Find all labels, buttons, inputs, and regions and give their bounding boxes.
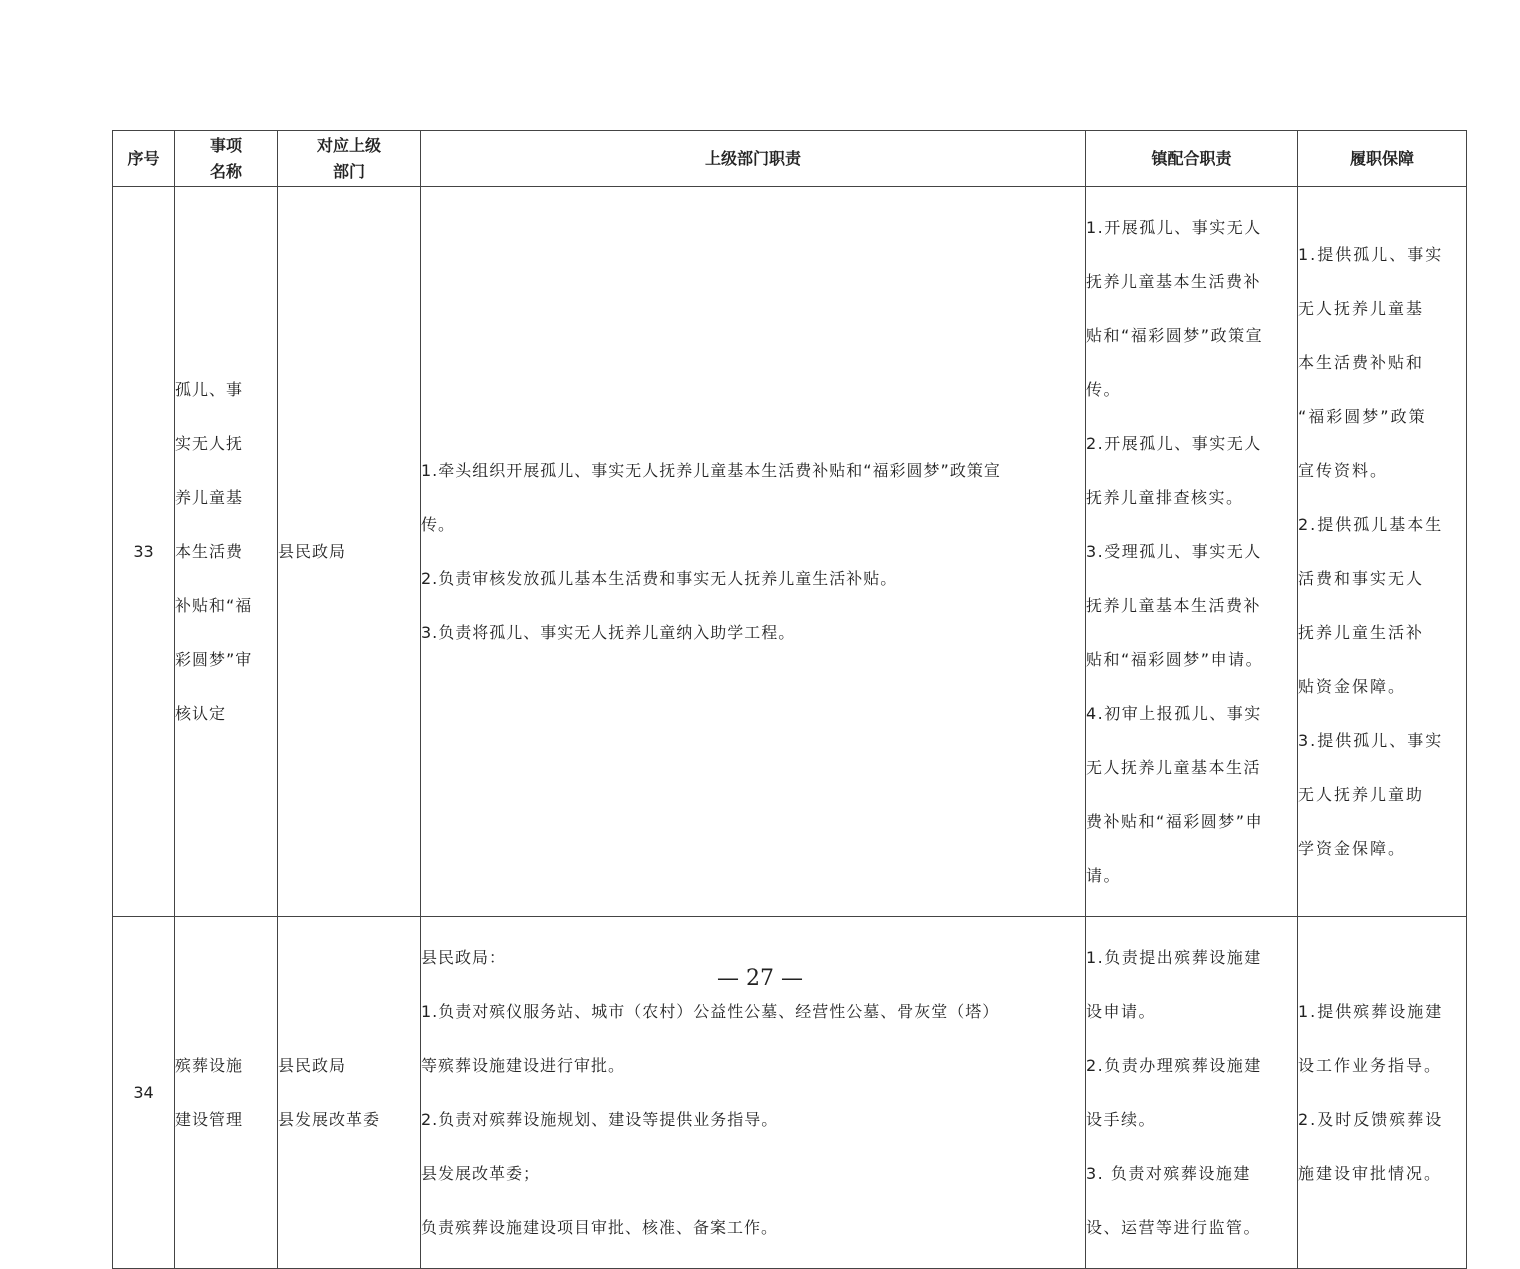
superior-dept-cell bbox=[278, 187, 421, 917]
guarantee-line: 宣传资料。 bbox=[1298, 461, 1389, 480]
item-name-line: 彩圆梦”审 bbox=[175, 650, 253, 669]
duty-line: 县发展改革委； bbox=[421, 1164, 541, 1183]
guarantee-cell bbox=[1298, 187, 1467, 917]
row-number: 33 bbox=[113, 187, 175, 917]
town-line: 费补贴和“福彩圆梦”申 bbox=[1086, 812, 1264, 831]
guarantee-line: 3.提供孤儿、事实 bbox=[1298, 731, 1444, 750]
dept-line: 县民政局 bbox=[278, 542, 347, 561]
town-line: 抚养儿童基本生活费补 bbox=[1086, 596, 1262, 615]
duty-line: 县民政局： bbox=[421, 948, 507, 967]
duty-line: 传。 bbox=[421, 515, 456, 534]
town-line: 3. 负责对殡葬设施建 bbox=[1086, 1164, 1251, 1183]
duty-line: 2.负责对殡葬设施规划、建设等提供业务指导。 bbox=[421, 1110, 779, 1129]
town-line: 无人抚养儿童基本生活 bbox=[1086, 758, 1262, 777]
guarantee-line: 1.提供殡葬设施建 bbox=[1298, 1002, 1444, 1021]
superior-duties-cell bbox=[421, 187, 1086, 917]
town-line: 贴和“福彩圆梦”申请。 bbox=[1086, 650, 1264, 669]
town-line: 1.负责提出殡葬设施建 bbox=[1086, 948, 1262, 967]
guarantee-line: 无人抚养儿童基 bbox=[1298, 299, 1425, 318]
header-guarantee: 履职保障 bbox=[1298, 131, 1467, 187]
guarantee-line: 无人抚养儿童助 bbox=[1298, 785, 1425, 804]
guarantee-line: 抚养儿童生活补 bbox=[1298, 623, 1425, 642]
row-number: 34 bbox=[113, 917, 175, 1269]
town-line: 抚养儿童排查核实。 bbox=[1086, 488, 1244, 507]
guarantee-line: 活费和事实无人 bbox=[1298, 569, 1425, 588]
table-row bbox=[113, 187, 1467, 917]
duty-line: 1.负责对殡仪服务站、城市（农村）公益性公墓、经营性公墓、骨灰堂（塔） bbox=[421, 1002, 1000, 1021]
item-name-line: 养儿童基 bbox=[175, 488, 244, 507]
item-name-cell bbox=[175, 187, 278, 917]
town-line: 2.负责办理殡葬设施建 bbox=[1086, 1056, 1262, 1075]
guarantee-line: 2.及时反馈殡葬设 bbox=[1298, 1110, 1444, 1129]
item-name-line: 殡葬设施 bbox=[175, 1056, 244, 1075]
guarantee-line: 本生活费补贴和 bbox=[1298, 353, 1425, 372]
guarantee-line: 学资金保障。 bbox=[1298, 839, 1407, 858]
town-line: 2.开展孤儿、事实无人 bbox=[1086, 434, 1262, 453]
item-name-line: 孤儿、事 bbox=[175, 380, 244, 399]
town-line: 设、运营等进行监管。 bbox=[1086, 1218, 1262, 1237]
town-line: 4.初审上报孤儿、事实 bbox=[1086, 704, 1262, 723]
guarantee-line: “福彩圆梦”政策 bbox=[1298, 407, 1427, 426]
guarantee-line: 贴资金保障。 bbox=[1298, 677, 1407, 696]
responsibility-table bbox=[112, 130, 1467, 1269]
duty-line: 等殡葬设施建设进行审批。 bbox=[421, 1056, 626, 1075]
page-number: — 27 — bbox=[717, 966, 803, 991]
item-name-line: 核认定 bbox=[175, 704, 227, 723]
guarantee-line: 2.提供孤儿基本生 bbox=[1298, 515, 1444, 534]
dept-line: 县发展改革委 bbox=[278, 1110, 381, 1129]
town-line: 设申请。 bbox=[1086, 1002, 1157, 1021]
town-line: 请。 bbox=[1086, 866, 1122, 885]
guarantee-line: 设工作业务指导。 bbox=[1298, 1056, 1443, 1075]
duty-line: 负责殡葬设施建设项目审批、核准、备案工作。 bbox=[421, 1218, 779, 1237]
header-item-name: 事项 名称 bbox=[175, 131, 278, 187]
item-name-line: 本生活费 bbox=[175, 542, 244, 561]
header-superior-dept: 对应上级 部门 bbox=[278, 131, 421, 187]
header-no: 序号 bbox=[113, 131, 175, 187]
town-line: 设手续。 bbox=[1086, 1110, 1157, 1129]
header-superior-duties: 上级部门职责 bbox=[421, 131, 1086, 187]
guarantee-line: 施建设审批情况。 bbox=[1298, 1164, 1443, 1183]
header-town-duties: 镇配合职责 bbox=[1086, 131, 1298, 187]
town-line: 1.开展孤儿、事实无人 bbox=[1086, 218, 1262, 237]
dept-line: 县民政局 bbox=[278, 1056, 347, 1075]
item-name-line: 建设管理 bbox=[175, 1110, 244, 1129]
town-duties-cell bbox=[1086, 187, 1298, 917]
item-name-line: 实无人抚 bbox=[175, 434, 244, 453]
town-line: 传。 bbox=[1086, 380, 1122, 399]
guarantee-line: 1.提供孤儿、事实 bbox=[1298, 245, 1444, 264]
table-header-row bbox=[113, 131, 1467, 187]
item-name-line: 补贴和“福 bbox=[175, 596, 253, 615]
town-line: 贴和“福彩圆梦”政策宣 bbox=[1086, 326, 1264, 345]
duty-line: 2.负责审核发放孤儿基本生活费和事实无人抚养儿童生活补贴。 bbox=[421, 569, 898, 588]
town-line: 抚养儿童基本生活费补 bbox=[1086, 272, 1262, 291]
town-line: 3.受理孤儿、事实无人 bbox=[1086, 542, 1262, 561]
duty-line: 1.牵头组织开展孤儿、事实无人抚养儿童基本生活费补贴和“福彩圆梦”政策宣 bbox=[421, 461, 1001, 480]
duty-line: 3.负责将孤儿、事实无人抚养儿童纳入助学工程。 bbox=[421, 623, 796, 642]
